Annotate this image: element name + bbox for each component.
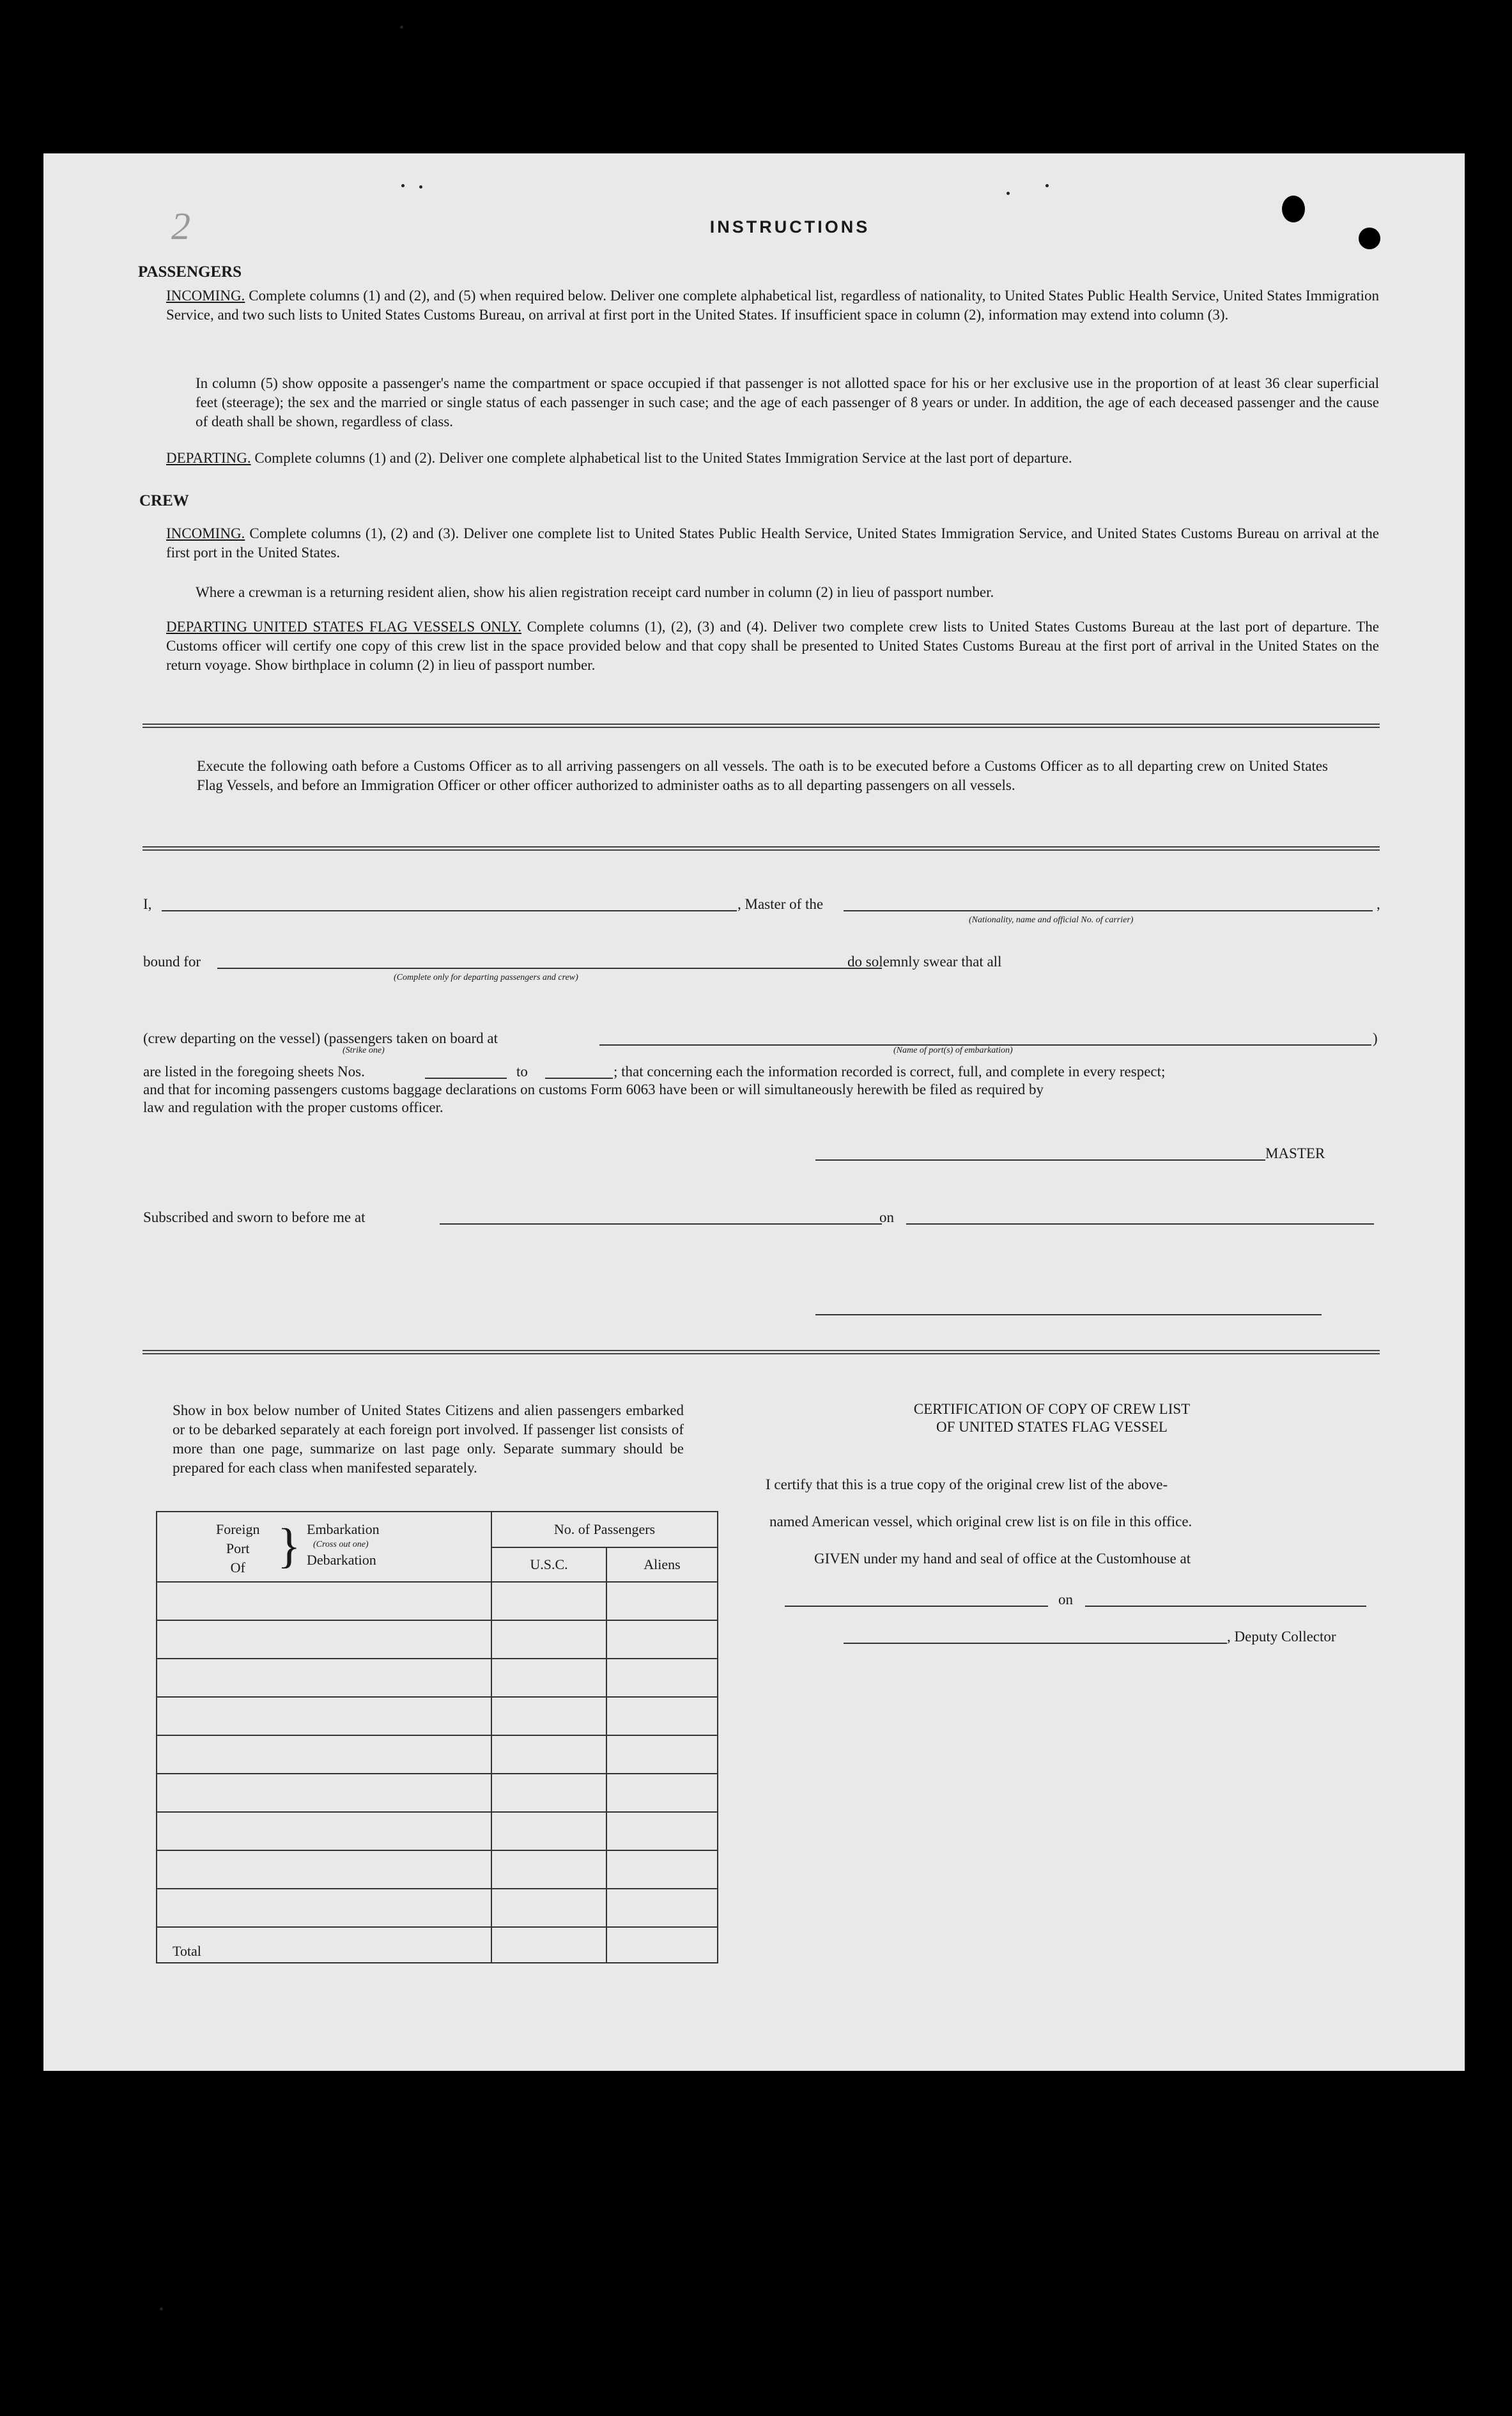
aliens-cell[interactable]	[606, 1774, 718, 1812]
sheet-from-field[interactable]	[425, 1078, 507, 1079]
customhouse-field[interactable]	[785, 1606, 1048, 1607]
total-aliens-cell[interactable]	[606, 1927, 718, 1963]
subscribed-label: Subscribed and sworn to before me at	[143, 1209, 366, 1225]
passengers-incoming-lead: INCOMING.	[166, 288, 245, 304]
crew-departing-label: (crew departing on the vessel) (passengers taken on board at	[143, 1030, 498, 1046]
col-usc: U.S.C.	[491, 1547, 606, 1582]
passengers-departing-text: Complete columns (1) and (2). Deliver one complete alphabetical list to the United States Immigration Service at the last port of departure.	[254, 450, 1072, 466]
swear-label: do solemnly swear that all	[847, 954, 1002, 970]
punch-hole	[1359, 228, 1380, 249]
listed-label-b: ; that concerning each the information recorded is correct, full, and complete in every respect;	[613, 1064, 1166, 1080]
crew-incoming-lead: INCOMING.	[166, 525, 245, 541]
deputy-collector-label: , Deputy Collector	[1227, 1629, 1336, 1645]
crew-incoming-paragraph	[166, 524, 1379, 562]
speck	[419, 185, 422, 189]
total-usc-cell[interactable]	[491, 1927, 606, 1963]
port-note: (Name of port(s) of embarkation)	[893, 1046, 1013, 1055]
usc-cell[interactable]	[491, 1889, 606, 1927]
table-row[interactable]	[157, 1697, 491, 1735]
table-row[interactable]	[157, 1889, 491, 1927]
usc-cell[interactable]	[491, 1812, 606, 1850]
passengers-incoming-text: Complete columns (1) and (2), and (5) when required below. Deliver one complete alphabetical list, regardless of nationality, to United States Public Health Service, United States Immigration Service, and two such lists to United States Customs Bureau, on arrival at first port in the United States. If insufficient space in column (2), information may extend into column (3).	[166, 288, 1380, 323]
master-label: MASTER	[1265, 1145, 1325, 1161]
table-row[interactable]	[157, 1812, 491, 1850]
table-row[interactable]	[157, 1659, 491, 1697]
table-row[interactable]	[157, 1582, 491, 1620]
certification-date-field[interactable]	[1085, 1606, 1366, 1607]
aliens-cell[interactable]	[606, 1735, 718, 1774]
passengers-incoming-paragraph	[166, 286, 1379, 325]
port-header-cell	[157, 1512, 491, 1582]
crew-incoming-text: Complete columns (1), (2) and (3). Deliver one complete list to United States Public Health Service, United States Immigration Service, and United States Customs Bureau on arrival at the first port in the United States.	[166, 525, 1379, 561]
usc-cell[interactable]	[491, 1582, 606, 1620]
crew-departing-paragraph	[166, 617, 1379, 675]
sworn-place-field[interactable]	[440, 1223, 882, 1225]
aliens-cell[interactable]	[606, 1582, 718, 1620]
master-of-label: , Master of the	[737, 896, 824, 912]
corner-handwritten-mark: 2	[171, 205, 190, 247]
certification-title-1: CERTIFICATION OF COPY OF CREW LIST	[913, 1401, 1191, 1417]
listed-label-a: are listed in the foregoing sheets Nos.	[143, 1064, 365, 1080]
aliens-cell[interactable]	[606, 1697, 718, 1735]
sworn-date-field[interactable]	[906, 1223, 1374, 1225]
usc-cell[interactable]	[491, 1850, 606, 1889]
bound-for-label: bound for	[143, 954, 201, 970]
divider-double	[143, 1350, 1380, 1354]
aliens-cell[interactable]	[606, 1889, 718, 1927]
passengers-column5-paragraph: In column (5) show opposite a passenger's name the compartment or space occupied if that passenger is not allotted space for his or her exclusive use in the proportion of at least 36 clear superficial feet (steerage); the sex and the married or single status of each passenger in such case; and the age of each passenger of 8 years or under. In addition, the age of each deceased passenger and the cause of death shall be shown, regardless of class.	[196, 375, 1379, 430]
brace-mark: }	[277, 1519, 301, 1573]
divider-double	[143, 724, 1380, 728]
page-title: INSTRUCTIONS	[709, 217, 870, 236]
col-of: Of	[230, 1560, 245, 1576]
speck	[1007, 192, 1010, 195]
crew-heading: CREW	[139, 492, 189, 509]
table-row[interactable]	[157, 1774, 491, 1812]
oath-i-label: I,	[143, 896, 152, 912]
passengers-heading: PASSENGERS	[138, 263, 242, 281]
col-port: Port	[226, 1540, 250, 1556]
listed-label-d: law and regulation with the proper customs officer.	[143, 1099, 444, 1115]
certification-line-3: GIVEN under my hand and seal of office at the Customhouse at	[814, 1551, 1191, 1567]
trailing-comma: ,	[1377, 896, 1380, 912]
oath-instruction-paragraph: Execute the following oath before a Customs Officer as to all arriving passengers on all vessels. The oath is to be executed before a Customs Officer as to all departing crew on United States Flag Vessels, and before an Immigration Officer or other officer authorized to administer oaths as to all departing passengers on all vessels.	[197, 758, 1328, 793]
col-debarkation: Debarkation	[307, 1552, 376, 1568]
crew-resident-paragraph: Where a crewman is a returning resident alien, show his alien registration receipt card number in column (2) in lieu of passport number.	[196, 584, 994, 600]
strike-note: (Strike one)	[343, 1046, 385, 1055]
passengers-departing-lead: DEPARTING.	[166, 450, 251, 466]
table-row[interactable]	[157, 1620, 491, 1659]
aliens-cell[interactable]	[606, 1659, 718, 1697]
listed-label-c: and that for incoming passengers customs baggage declarations on customs Form 6063 have been or will simultaneously herewith be filed as required by	[143, 1081, 1044, 1097]
usc-cell[interactable]	[491, 1697, 606, 1735]
subscribed-on-label: on	[879, 1209, 894, 1225]
col-embarkation: Embarkation	[307, 1521, 380, 1537]
aliens-cell[interactable]	[606, 1812, 718, 1850]
table-row[interactable]	[157, 1735, 491, 1774]
deputy-collector-field[interactable]	[844, 1643, 1227, 1644]
passenger-summary-table	[156, 1511, 718, 1963]
divider-double	[143, 846, 1380, 851]
certification-on-label: on	[1058, 1591, 1073, 1607]
crew-departing-lead: DEPARTING UNITED STATES FLAG VESSELS ONLY.	[166, 619, 522, 635]
officer-signature-field[interactable]	[815, 1314, 1322, 1315]
total-label: Total	[157, 1927, 491, 1963]
carrier-field[interactable]	[844, 910, 1373, 911]
close-paren: )	[1373, 1030, 1378, 1046]
master-signature-field[interactable]	[815, 1159, 1265, 1161]
col-passengers: No. of Passengers	[491, 1512, 718, 1547]
speck	[1045, 184, 1049, 187]
listed-to-label: to	[516, 1064, 528, 1080]
punch-hole	[1282, 196, 1305, 222]
bound-for-note: (Complete only for departing passengers and crew)	[394, 973, 578, 982]
summary-instruction-paragraph: Show in box below number of United States Citizens and alien passengers embarked or to be debarked separately at each foreign port involved. If passenger list consists of more than one page, summarize on last page only. Separate summary should be prepared for each class when manifested separately.	[173, 1402, 684, 1476]
speck	[400, 26, 403, 29]
usc-cell[interactable]	[491, 1620, 606, 1659]
col-foreign: Foreign	[216, 1521, 260, 1537]
certification-title-2: OF UNITED STATES FLAG VESSEL	[936, 1419, 1168, 1435]
usc-cell[interactable]	[491, 1774, 606, 1812]
col-aliens: Aliens	[606, 1547, 718, 1582]
carrier-note: (Nationality, name and official No. of carrier)	[969, 915, 1134, 925]
speck	[160, 2307, 163, 2311]
certification-line-1: I certify that this is a true copy of the original crew list of the above-	[766, 1476, 1168, 1492]
speck	[401, 184, 405, 187]
sheet-to-field[interactable]	[545, 1078, 613, 1079]
col-crossout: (Cross out one)	[313, 1540, 369, 1549]
bound-for-field[interactable]	[217, 968, 882, 969]
usc-cell[interactable]	[491, 1735, 606, 1774]
certification-line-2: named American vessel, which original crew list is on file in this office.	[769, 1514, 1192, 1529]
passengers-departing-paragraph	[166, 449, 1379, 468]
aliens-cell[interactable]	[606, 1850, 718, 1889]
aliens-cell[interactable]	[606, 1620, 718, 1659]
crew-departing-text: Complete columns (1), (2), (3) and (4). Deliver two complete crew lists to United States Customs Bureau at the last port of departure. The Customs officer will certify one copy of this crew list in the space provided below and that copy shall be presented to United States Customs Bureau at the first port of arrival in the United States on the return voyage. Show birthplace in column (2) in lieu of passport number.	[166, 619, 1380, 673]
master-name-field[interactable]	[162, 910, 737, 911]
table-row[interactable]	[157, 1850, 491, 1889]
usc-cell[interactable]	[491, 1659, 606, 1697]
